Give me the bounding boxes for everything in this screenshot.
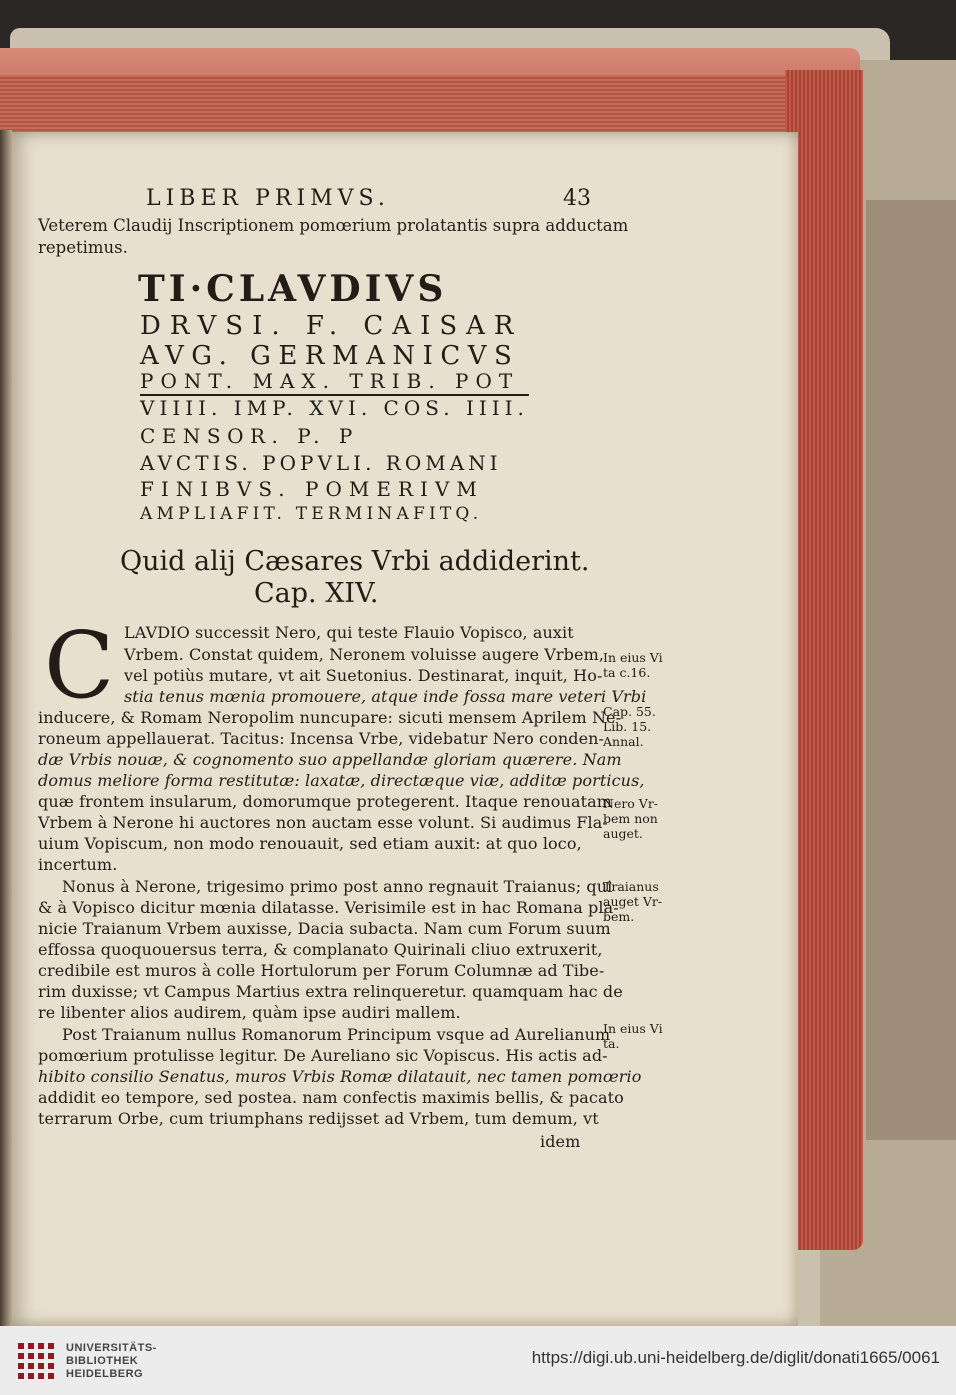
body-line: rim duxisse; vt Campus Martius extra relinqueretur. quamquam hac de — [38, 982, 623, 1001]
body-line: effossa quoquouersus terra, & complanato Quirinali cliuo extruxerit, — [38, 940, 603, 959]
body-line: uium Vopiscum, non modo renouauit, sed etiam auxit: at quo loco, — [38, 834, 582, 853]
inscription-line: DRVSI. F. CAISAR — [140, 311, 523, 341]
body-line: quæ frontem insularum, domorumque protegerent. Itaque renouatam — [38, 792, 613, 811]
university-seal-icon — [14, 1339, 58, 1383]
margin-note: In eius Vi ta c.16. — [603, 650, 663, 680]
inscription-line: VIIII. IMP. XVI. COS. IIII. — [140, 396, 529, 420]
viewer-footer — [0, 1326, 956, 1395]
library-name-line: UNIVERSITÄTS- — [66, 1342, 157, 1354]
red-top-edge-pages — [0, 75, 840, 135]
chapter-number: Cap. XIV. — [254, 578, 379, 609]
inscription-line: TI·CLAVDIVS — [138, 268, 448, 310]
inscription-line: CENSOR. P. P — [140, 424, 359, 448]
running-title: LIBER PRIMVS. — [146, 186, 390, 211]
body-line: addidit eo tempore, sed postea. nam confectis maximis bellis, & pacato — [38, 1088, 624, 1107]
inscription-line: AVG. GERMANICVS — [140, 341, 520, 371]
margin-note: Cap. 55. Lib. 15. Annal. — [603, 704, 656, 749]
body-line: nicie Traianum Vrbem auxisse, Dacia subacta. Nam cum Forum suum — [38, 919, 611, 938]
inscription-line: FINIBVS. POMERIVM — [140, 477, 484, 501]
body-line: Nonus à Nerone, trigesimo primo post anno regnauit Traianus; qui — [62, 877, 613, 896]
body-line: domus meliore forma restitutæ: laxatæ, directæque viæ, additæ porticus, — [38, 771, 645, 790]
page-url-link[interactable]: https://digi.ub.uni-heidelberg.de/diglit/donati1665/0061 — [531, 1348, 940, 1367]
body-line: credibile est muros à colle Hortulorum per Forum Columnæ ad Tibe- — [38, 961, 605, 980]
drop-capital: C — [44, 612, 115, 719]
chapter-title: Quid alij Cæsares Vrbi addiderint. — [120, 546, 590, 577]
body-line: roneum appellauerat. Tacitus: Incensa Vrbe, videbatur Nero conden- — [38, 729, 605, 748]
body-line: LAVDIO successit Nero, qui teste Flauio Vopisco, auxit — [124, 623, 574, 642]
catchword: idem — [540, 1132, 581, 1151]
intro-line: repetimus. — [38, 238, 128, 257]
margin-note: Traianus auget Vr- bem. — [603, 879, 663, 924]
inscription-line: AMPLIAFIT. TERMINAFITQ. — [140, 504, 483, 524]
library-name-line: BIBLIOTHEK — [66, 1355, 139, 1367]
body-line: hibito consilio Senatus, muros Vrbis Romæ dilatauit, nec tamen pomœrio — [38, 1067, 642, 1086]
inscription-line: AVCTIS. POPVLI. ROMANI — [140, 451, 502, 475]
intro-line: Veterem Claudij Inscriptionem pomœrium prolatantis supra adductam — [38, 216, 629, 235]
page-number: 43 — [563, 186, 591, 211]
body-line: incertum. — [38, 855, 118, 874]
spine-shadow — [0, 130, 12, 1326]
body-line: Post Traianum nullus Romanorum Principum vsque ad Aurelianum — [62, 1025, 611, 1044]
cover-stain — [866, 200, 956, 1140]
library-name — [66, 1342, 157, 1381]
body-line: dæ Vrbis nouæ, & cognomento suo appellandæ gloriam quærere. Nam — [38, 750, 622, 769]
body-line: Vrbem à Nerone hi auctores non auctam esse volunt. Si audimus Fla- — [38, 813, 608, 832]
body-line: terrarum Orbe, cum triumphans redijsset ad Vrbem, tum demum, vt — [38, 1109, 599, 1128]
body-line: pomœrium protulisse legitur. De Aureliano sic Vopiscus. His actis ad- — [38, 1046, 608, 1065]
body-line: & à Vopisco dicitur mœnia dilatasse. Verisimile est in hac Romana pla- — [38, 898, 619, 917]
body-line: stia tenus mœnia promouere, atque inde fossa mare veteri Vrbi — [124, 687, 647, 706]
body-line: re libenter alios audirem, quàm ipse audiri mallem. — [38, 1003, 461, 1022]
margin-note: In eius Vi ta. — [603, 1021, 663, 1051]
library-name-line: HEIDELBERG — [66, 1368, 144, 1380]
body-line: inducere, & Romam Neropolim nuncupare: sicuti mensem Aprilem Ne- — [38, 708, 622, 727]
body-line: Vrbem. Constat quidem, Neronem voluisse augere Vrbem, — [124, 645, 605, 664]
inscription-line: PONT. MAX. TRIB. POT — [140, 369, 520, 393]
body-line: vel potiùs mutare, vt ait Suetonius. Destinarat, inquit, Ho- — [124, 666, 603, 685]
margin-note: Nero Vr- bem non auget. — [603, 796, 659, 841]
